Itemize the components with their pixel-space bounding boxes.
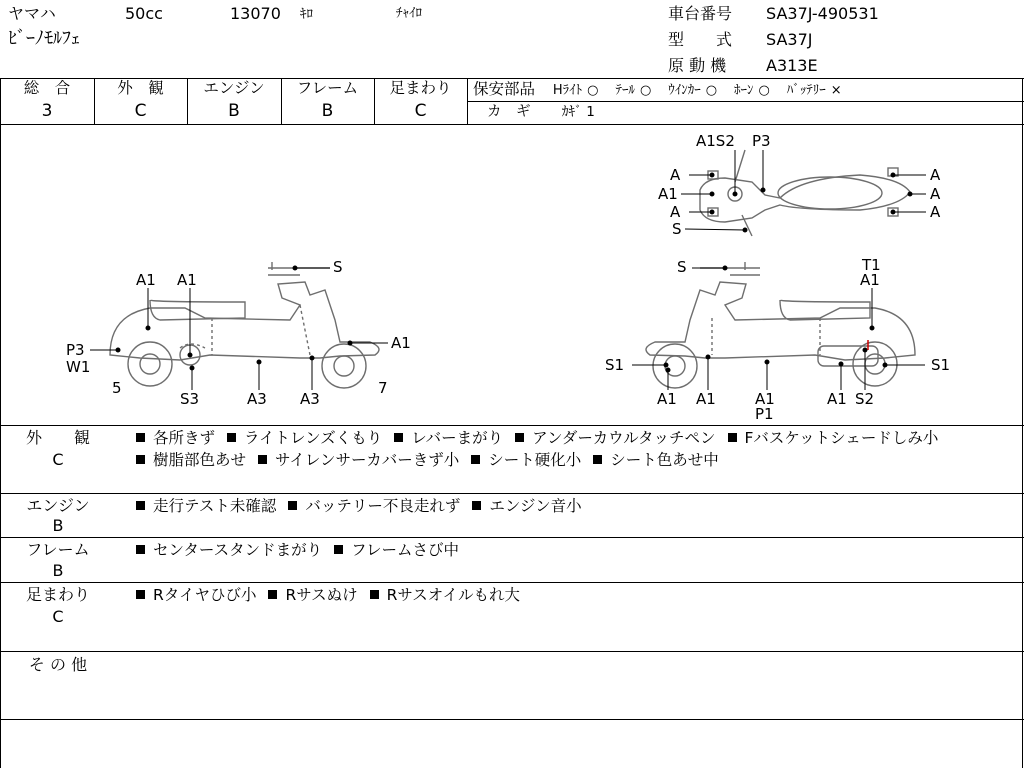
section-grade: C bbox=[52, 607, 64, 626]
diagram-label: S1 bbox=[931, 356, 951, 374]
note-item: フレームさび中 bbox=[334, 539, 459, 561]
section-notes bbox=[136, 539, 471, 561]
divider bbox=[0, 719, 1024, 720]
section-label: エンジン bbox=[26, 496, 90, 515]
diagram-label: A3 bbox=[300, 390, 320, 408]
divider bbox=[0, 425, 1024, 426]
note-item: Rサスぬけ bbox=[268, 584, 357, 606]
section-notes bbox=[136, 495, 594, 517]
diagram-label: S3 bbox=[180, 390, 200, 408]
safety-parts-label: 保安部品 bbox=[473, 80, 536, 98]
diagram-label: A bbox=[670, 166, 681, 184]
diagram-label: W1 bbox=[66, 358, 91, 376]
diagram-label: A1 bbox=[696, 390, 716, 408]
note-item: 走行テスト未確認 bbox=[136, 495, 276, 517]
maker: ヤマハ bbox=[8, 4, 56, 23]
diagram-label: A bbox=[670, 203, 681, 221]
section-label: フレーム bbox=[26, 540, 90, 559]
mileage: 13070 bbox=[230, 4, 281, 23]
diagram-label: A1 bbox=[657, 390, 677, 408]
ok-icon: ○ bbox=[705, 83, 718, 98]
total-grade-label: 総 合 bbox=[23, 79, 71, 97]
body-color: ﾁｬｲﾛ bbox=[396, 6, 422, 21]
diagram-label: A1 bbox=[658, 185, 678, 203]
diagram-label: A3 bbox=[247, 390, 267, 408]
ok-icon: ○ bbox=[758, 83, 770, 98]
type-label: 型 式 bbox=[668, 30, 733, 49]
safety-item-headlight: Hﾗｲﾄ ○ bbox=[552, 83, 599, 98]
section-grade: C bbox=[52, 450, 64, 469]
engine-model-value: A313E bbox=[766, 56, 818, 75]
diagram-label: A1S2 bbox=[696, 132, 735, 150]
note-item: センタースタンドまがり bbox=[136, 539, 322, 561]
note-item: 樹脂部色あせ bbox=[136, 449, 246, 471]
displacement: 50cc bbox=[125, 4, 163, 23]
total-grade: 3 bbox=[41, 101, 53, 121]
note-item: ライトレンズくもり bbox=[227, 427, 382, 449]
diagram-label: A bbox=[930, 185, 941, 203]
diagram-label: P3 bbox=[752, 132, 771, 150]
safety-item-taillight: ﾃｰﾙ ○ bbox=[615, 83, 652, 98]
diagram-label: A1 bbox=[860, 271, 880, 289]
diagram-label: A1 bbox=[755, 390, 775, 408]
divider bbox=[0, 537, 1024, 538]
divider bbox=[0, 582, 1024, 583]
divider bbox=[467, 78, 468, 124]
diagram-label: P1 bbox=[755, 405, 774, 423]
section-notes bbox=[136, 427, 938, 471]
type-value: SA37J bbox=[766, 30, 813, 49]
damage-diagram bbox=[0, 125, 1024, 425]
diagram-label: S2 bbox=[855, 390, 875, 408]
frame-number: SA37J-490531 bbox=[766, 4, 879, 23]
diagram-label: A bbox=[930, 166, 941, 184]
section-label: 外 観 bbox=[25, 428, 90, 447]
note-item: Fバスケットシェードしみ小 bbox=[728, 427, 939, 449]
note-item: エンジン音小 bbox=[472, 495, 581, 517]
suspension-grade-label: 足まわり bbox=[389, 79, 452, 97]
note-item: レバーまがり bbox=[394, 427, 503, 449]
section-grade: B bbox=[52, 516, 64, 535]
notes-line bbox=[136, 449, 938, 471]
safety-parts-row bbox=[473, 82, 842, 98]
ok-icon: ○ bbox=[639, 83, 652, 98]
key-value: ｶｷﾞ 1 bbox=[561, 104, 595, 120]
section-notes bbox=[136, 584, 532, 606]
divider bbox=[467, 101, 1024, 102]
key-label: カ ギ bbox=[487, 104, 531, 120]
safety-item-horn: ﾎｰﾝ ○ bbox=[734, 83, 770, 98]
divider bbox=[0, 493, 1024, 494]
ok-icon: ○ bbox=[587, 83, 599, 98]
engine-grade-label: エンジン bbox=[203, 79, 265, 97]
diagram-label: S1 bbox=[605, 356, 625, 374]
suspension-grade: C bbox=[414, 101, 427, 121]
diagram-label: A bbox=[930, 203, 941, 221]
safety-item-battery: ﾊﾞｯﾃﾘｰ × bbox=[786, 83, 842, 98]
engine-grade: B bbox=[228, 101, 240, 121]
exterior-grade: C bbox=[134, 101, 147, 121]
note-item: シート硬化小 bbox=[471, 449, 581, 471]
diagram-label: A1 bbox=[391, 334, 411, 352]
diagram-label: A1 bbox=[177, 271, 197, 289]
mileage-unit: ｷﾛ bbox=[300, 7, 313, 22]
exterior-grade-label: 外 観 bbox=[117, 79, 164, 97]
ng-icon: × bbox=[830, 83, 842, 98]
key-row bbox=[487, 105, 595, 120]
diagram-label: S bbox=[672, 220, 682, 238]
diagram-label: S bbox=[677, 258, 687, 276]
frame-number-label: 車台番号 bbox=[668, 4, 733, 23]
diagram-label: T1 bbox=[862, 256, 881, 274]
section-label: 足まわり bbox=[25, 585, 90, 604]
diagram-label: 7 bbox=[378, 379, 388, 397]
note-item: シート色あせ中 bbox=[593, 449, 719, 471]
diagram-label: S bbox=[333, 258, 343, 276]
divider bbox=[0, 651, 1024, 652]
section-label: そ の 他 bbox=[28, 655, 88, 674]
engine-model-label: 原 動 機 bbox=[668, 56, 727, 75]
diagram-label: 5 bbox=[112, 379, 122, 397]
model-name: ﾋﾞｰﾉﾓﾙﾌｪ bbox=[8, 28, 80, 49]
diagram-label: P3 bbox=[66, 341, 85, 359]
note-item: バッテリー不良走れず bbox=[288, 495, 460, 517]
note-item: サイレンサーカバーきず小 bbox=[258, 449, 459, 471]
section-grade: B bbox=[52, 561, 64, 580]
note-item: アンダーカウルタッチペン bbox=[515, 427, 715, 449]
scooter-top-view bbox=[700, 150, 910, 236]
frame-grade-label: フレーム bbox=[296, 79, 359, 97]
note-item: Rサスオイルもれ大 bbox=[370, 584, 520, 606]
frame-grade: B bbox=[321, 101, 334, 121]
notes-line bbox=[136, 427, 938, 449]
note-item: Rタイヤひび小 bbox=[136, 584, 256, 606]
note-item: 各所きず bbox=[136, 427, 215, 449]
diagram-label: A1 bbox=[136, 271, 156, 289]
safety-item-winker: ｳｲﾝｶｰ ○ bbox=[668, 83, 718, 98]
diagram-label: A1 bbox=[827, 390, 847, 408]
